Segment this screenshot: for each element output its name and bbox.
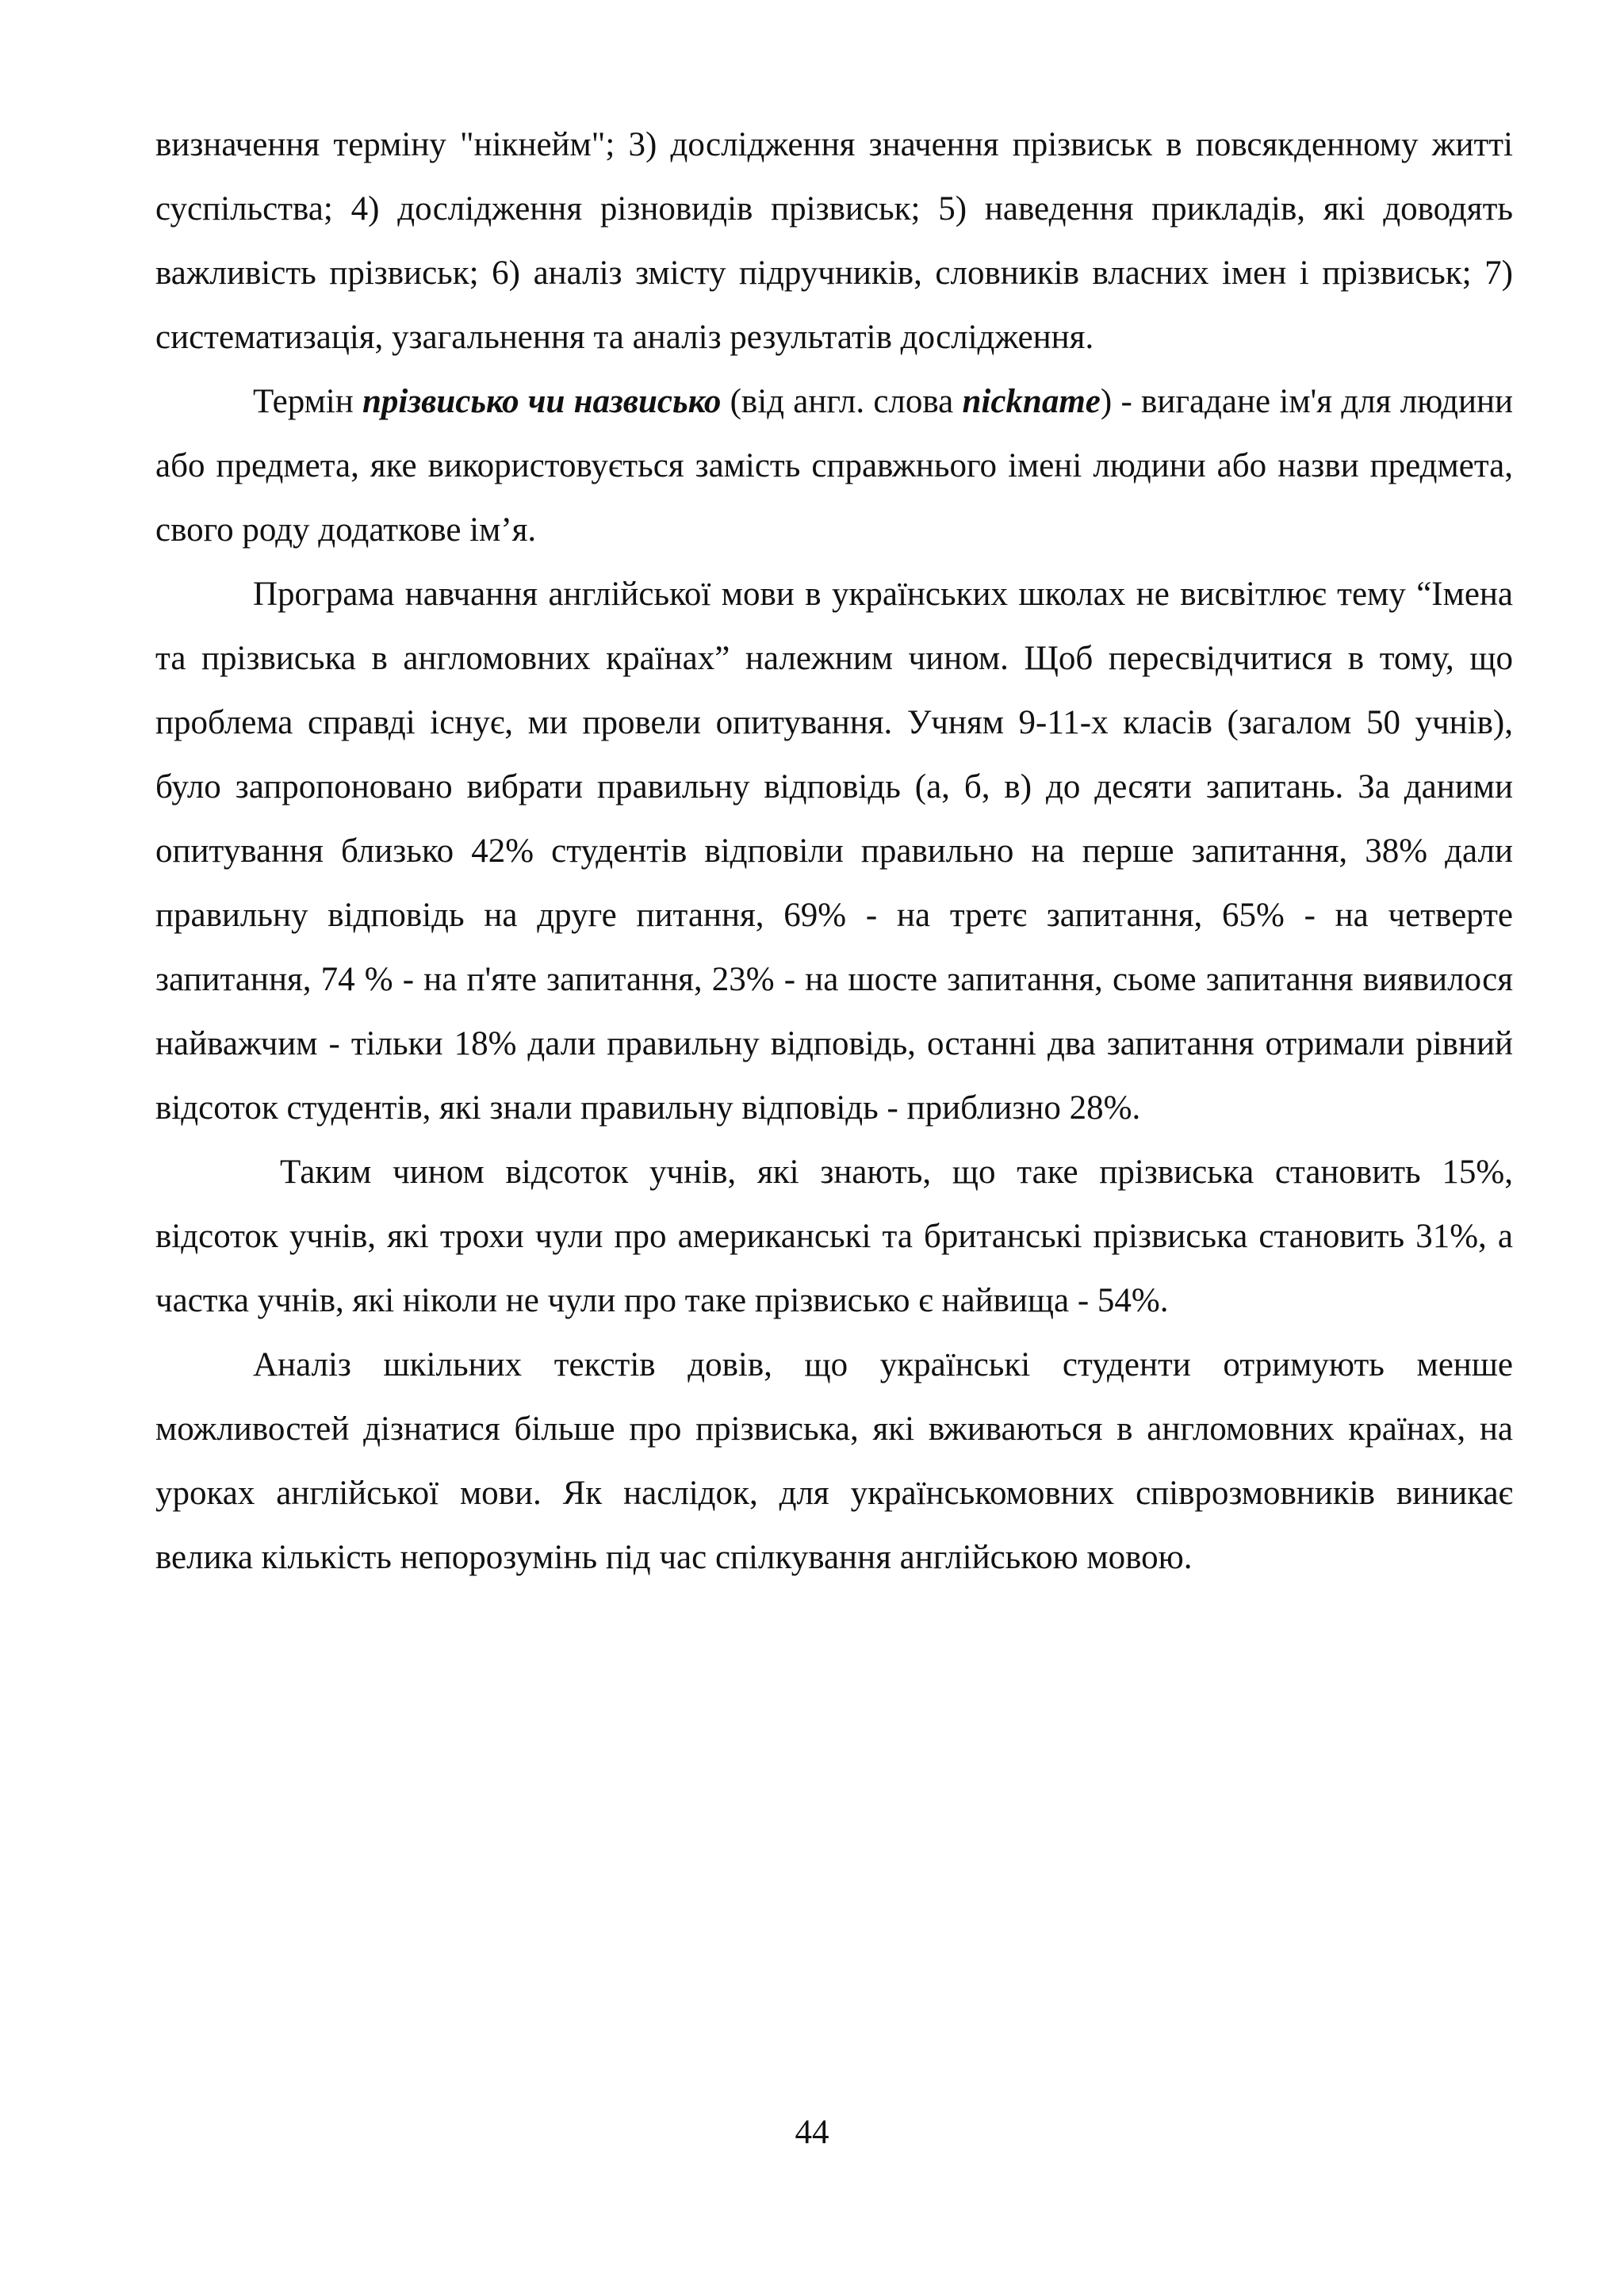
page-number: 44 [795, 2114, 829, 2151]
term-nickname-ukrainian: прізвисько чи назвисько [362, 383, 722, 420]
term-intro-text: Термін [253, 383, 362, 420]
paragraph-research-tasks: визначення терміну "нікнейм"; 3) дослідження значення прізвиськ в повсякденному житті суспільства; 4) дослідження різновидів прізвиськ; 5) наведення прикладів, які доводять важливість прізвиськ; 6) аналіз змісту підручників, словників власних імен і прізвиськ; 7) систематизація, узагальнення та аналіз результатів дослідження. [155, 126, 1513, 356]
document-body [155, 113, 1513, 1590]
paragraph-term-definition [155, 369, 1513, 562]
paragraph-survey-results: Програма навчання англійської мови в українських школах не висвітлює тему “Імена та прізвиська в англомовних країнах” належним чином. Щоб пересвідчитися в тому, що проблема справді існує, ми провели опитування. Учням 9-11-х класів (загалом 50 учнів), було запропоновано вибрати правильну відповідь (а, б, в) до десяти запитань. За даними опитування близько 42% студентів відповіли правильно на перше запитання, 38% дали правильну відповідь на друге питання, 69% - на третє запитання, 65% - на четверте запитання, 74 % - на п'яте запитання, 23% - на шосте запитання, сьоме запитання виявилося найважчим - тільки 18% дали правильну відповідь, останні два запитання отримали рівний відсоток студентів, які знали правильну відповідь - приблизно 28%. [155, 576, 1513, 1127]
term-definition-text: ) - вигадане ім'я для людини або предмета, яке використовується замість справжнього імені людини або назви предмета, свого роду додаткове ім’я. [155, 383, 1514, 549]
paragraph-survey-summary: Таким чином відсоток учнів, які знають, що таке прізвиська становить 15%, відсоток учнів, які трохи чули про американські та британські прізвиська становить 31%, а частка учнів, які ніколи не чули про таке прізвисько є найвища - 54%. [155, 1154, 1513, 1319]
term-nickname-english: nicknаme [962, 383, 1101, 420]
term-source-text: (від англ. слова [721, 383, 963, 420]
paragraph-textbook-analysis: Аналіз шкільних текстів довів, що українські студенти отримують менше можливостей дізнатися більше про прізвиська, які вживаються в англомовних країнах, на уроках англійської мови. Як наслідок, для українськомовних співрозмовників виникає велика кількість непорозумінь під час спілкування англійською мовою. [155, 1346, 1513, 1576]
